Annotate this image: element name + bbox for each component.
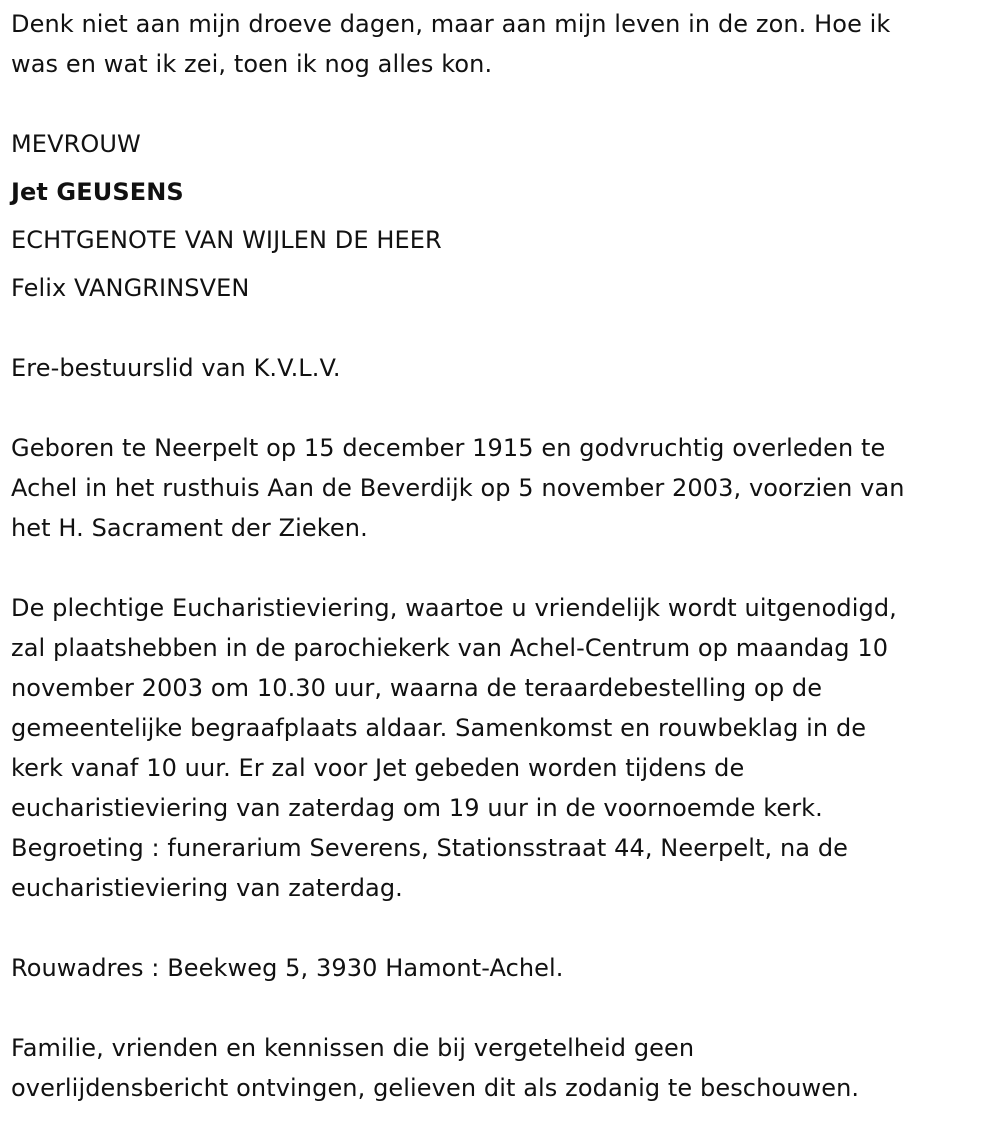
ceremony-line: kerk vanaf 10 uur. Er zal voor Jet gebeden worden tijdens de (11, 754, 745, 782)
deceased-name: Jet GEUSENS (11, 178, 184, 206)
ceremony-line: gemeentelijke begraafplaats aldaar. Samenkomst en rouwbeklag in de (11, 714, 867, 742)
ceremony-line: eucharistieviering van zaterdag om 19 uur in de voornoemde kerk. (11, 794, 823, 822)
ceremony-line: zal plaatshebben in de parochiekerk van Achel-Centrum op maandag 10 (11, 634, 889, 662)
birth-death-line: het H. Sacrament der Zieken. (11, 514, 368, 542)
birth-death-line: Geboren te Neerpelt op 15 december 1915 en godvruchtig overleden te (11, 434, 886, 462)
motto-line: was en wat ik zei, toen ik nog alles kon. (11, 50, 493, 78)
spouse-name: Felix VANGRINSVEN (11, 274, 250, 302)
relation-line: ECHTGENOTE VAN WIJLEN DE HEER (11, 226, 442, 254)
title-prefix: MEVROUW (11, 130, 141, 158)
honor-line: Ere-bestuurslid van K.V.L.V. (11, 354, 341, 382)
ceremony-line: november 2003 om 10.30 uur, waarna de teraardebestelling op de (11, 674, 823, 702)
ceremony-line: eucharistieviering van zaterdag. (11, 874, 403, 902)
closing-line: overlijdensbericht ontvingen, gelieven dit als zodanig te beschouwen. (11, 1074, 860, 1102)
closing-line: Familie, vrienden en kennissen die bij vergetelheid geen (11, 1034, 695, 1062)
ceremony-line: De plechtige Eucharistieviering, waartoe u vriendelijk wordt uitgenodigd, (11, 594, 897, 622)
ceremony-line: Begroeting : funerarium Severens, Stationsstraat 44, Neerpelt, na de (11, 834, 849, 862)
motto-line: Denk niet aan mijn droeve dagen, maar aan mijn leven in de zon. Hoe ik (11, 10, 891, 38)
birth-death-line: Achel in het rusthuis Aan de Beverdijk op 5 november 2003, voorzien van (11, 474, 905, 502)
mourning-address: Rouwadres : Beekweg 5, 3930 Hamont-Achel. (11, 954, 564, 982)
